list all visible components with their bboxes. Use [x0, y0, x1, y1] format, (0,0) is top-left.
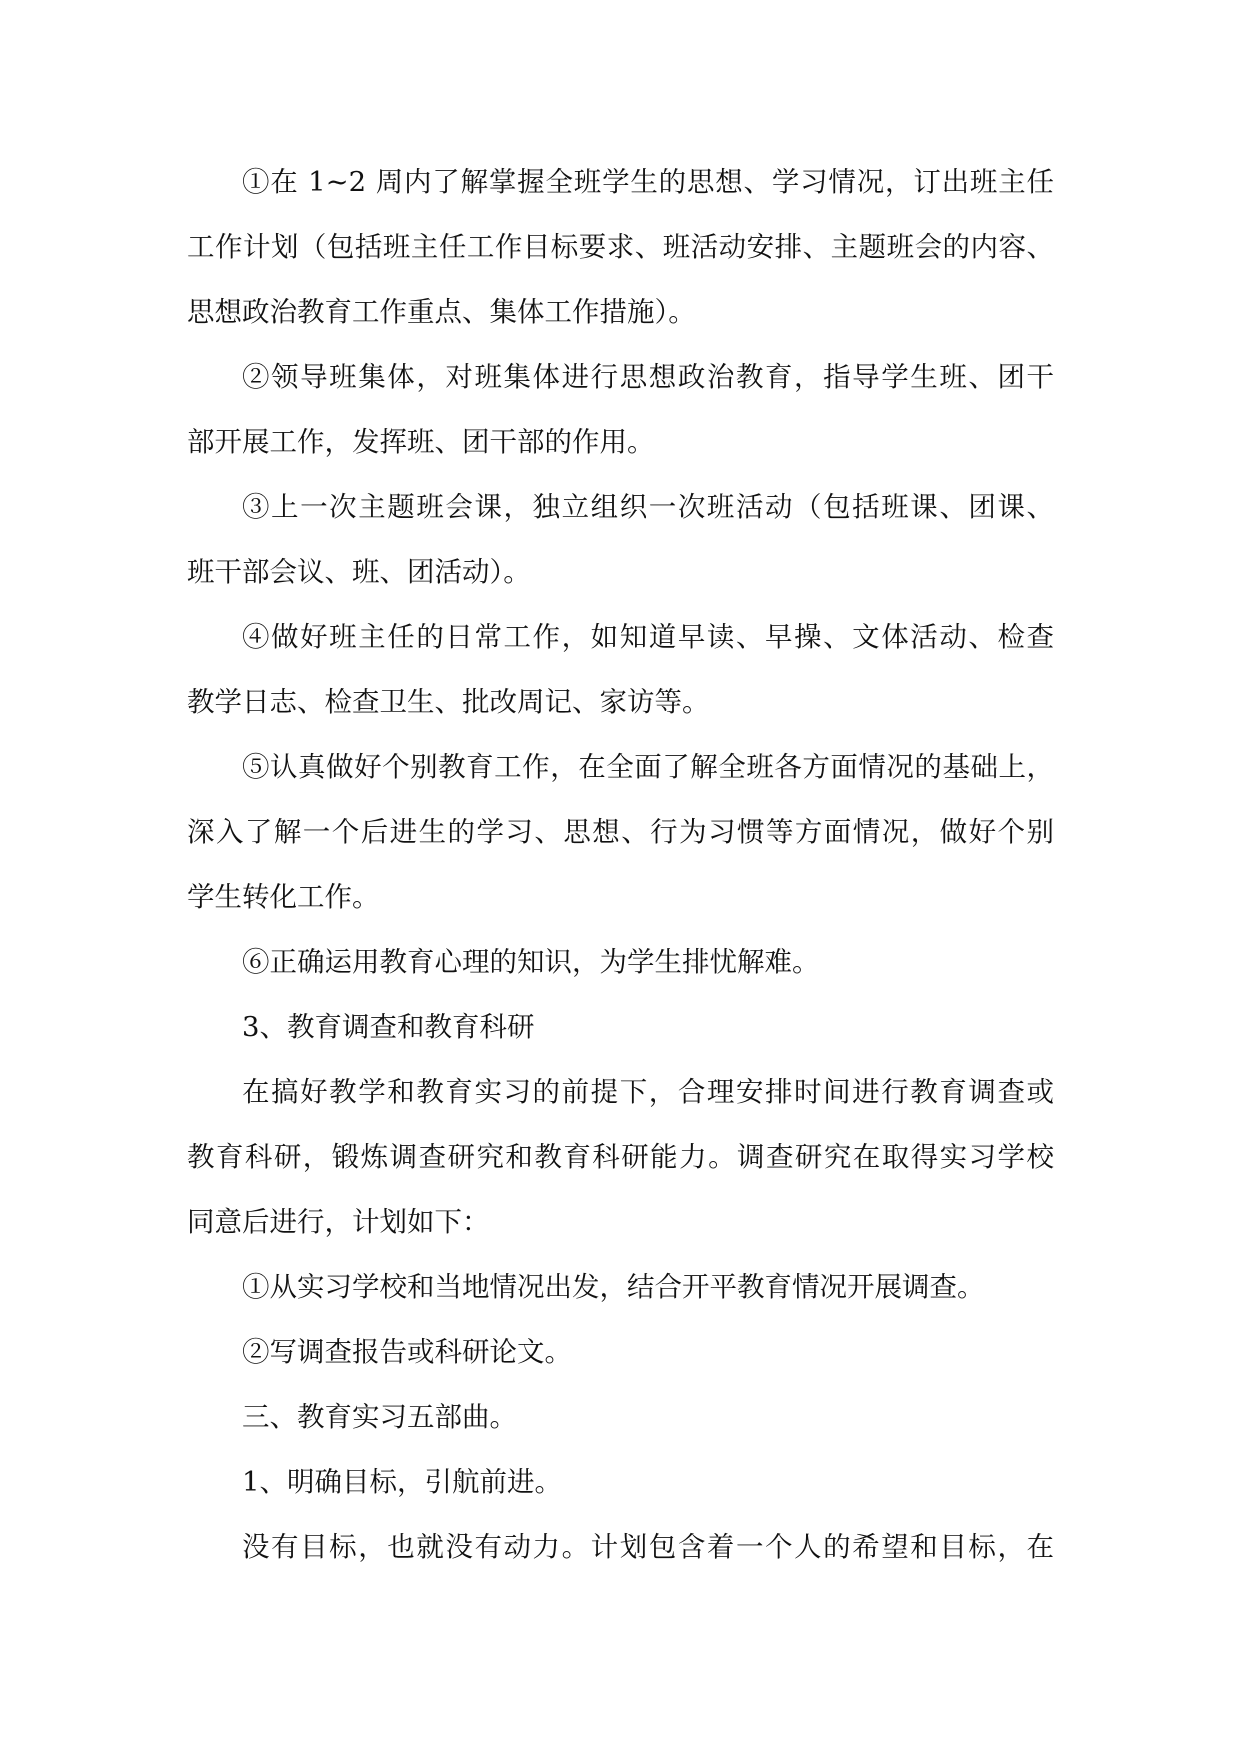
text-line: ①在 1~2 周内了解掌握全班学生的思想、学习情况，订出班主任: [242, 166, 1054, 198]
section-heading: [187, 1385, 1054, 1450]
text-line: 教学日志、检查卫生、批改周记、家访等。: [187, 686, 710, 718]
text-line: ⑤认真做好个别教育工作，在全面了解全班各方面情况的基础上，: [242, 751, 1054, 783]
paragraph-item-3: [187, 475, 1054, 605]
section-heading: [187, 995, 1054, 1060]
paragraph-item-4: [187, 605, 1054, 735]
paragraph-item-1: [187, 1255, 1054, 1320]
paragraph-item-2: [187, 1320, 1054, 1385]
text-line: 学生转化工作。: [187, 881, 380, 913]
text-line: 在搞好教学和教育实习的前提下，合理安排时间进行教育调查或: [242, 1076, 1054, 1108]
paragraph: [187, 1060, 1054, 1255]
paragraph-item-6: [187, 930, 1054, 995]
subsection-heading: [187, 1450, 1054, 1515]
text-line: ②领导班集体，对班集体进行思想政治教育，指导学生班、团干: [242, 361, 1054, 393]
text-line: 部开展工作，发挥班、团干部的作用。: [187, 426, 655, 458]
paragraph-item-2: [187, 345, 1054, 475]
text-line: ③上一次主题班会课，独立组织一次班活动（包括班课、团课、: [242, 491, 1054, 523]
text-line: ②写调查报告或科研论文。: [242, 1336, 572, 1368]
text-line: ⑥正确运用教育心理的知识，为学生排忧解难。: [242, 946, 820, 978]
text-line: 三、教育实习五部曲。: [242, 1401, 517, 1433]
text-line: 班干部会议、班、团活动）。: [187, 556, 531, 588]
paragraph-item-1: [187, 150, 1054, 345]
text-line: 3、教育调查和教育科研: [242, 1011, 535, 1043]
text-line: 教育科研，锻炼调查研究和教育科研能力。调查研究在取得实习学校: [187, 1141, 1054, 1173]
paragraph: [187, 1515, 1054, 1580]
text-line: 思想政治教育工作重点、集体工作措施）。: [187, 296, 696, 328]
paragraph-item-5: [187, 735, 1054, 930]
text-line: 深入了解一个后进生的学习、思想、行为习惯等方面情况，做好个别: [187, 816, 1054, 848]
text-line: ④做好班主任的日常工作，如知道早读、早操、文体活动、检查: [242, 621, 1054, 653]
text-line: 工作计划（包括班主任工作目标要求、班活动安排、主题班会的内容、: [187, 231, 1054, 263]
text-line: ①从实习学校和当地情况出发，结合开平教育情况开展调查。: [242, 1271, 985, 1303]
text-line: 没有目标，也就没有动力。计划包含着一个人的希望和目标，在: [242, 1531, 1054, 1563]
text-line: 1、明确目标，引航前进。: [242, 1466, 562, 1498]
text-line: 同意后进行，计划如下：: [187, 1206, 490, 1238]
document-body: [187, 150, 1054, 1580]
